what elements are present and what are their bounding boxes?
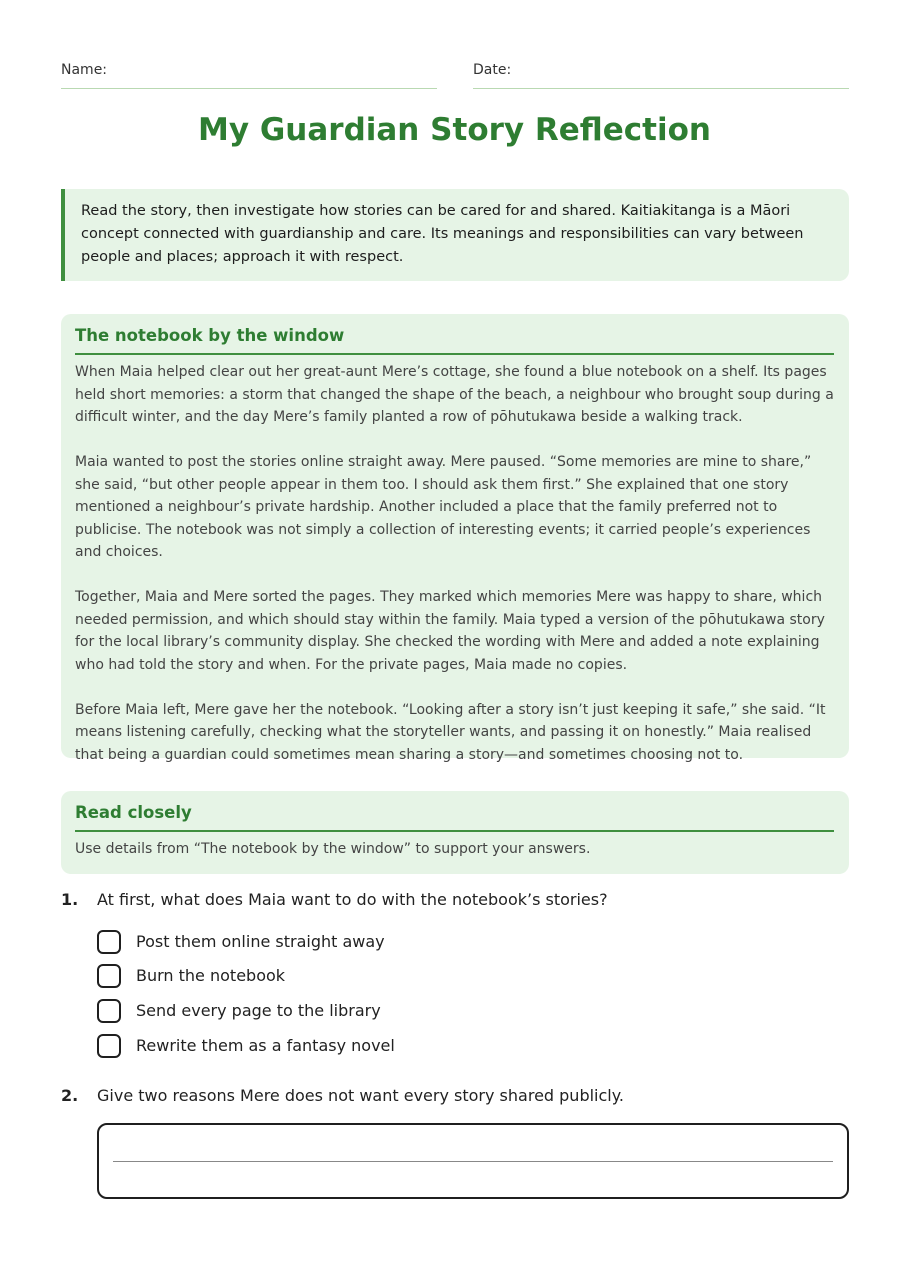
intro-callout [61, 189, 849, 281]
name-input[interactable] [121, 60, 437, 88]
option-label: Post them online straight away [136, 932, 385, 951]
option-label: Rewrite them as a fantasy novel [136, 1036, 395, 1055]
question-text: At first, what does Maia want to do with the notebook’s stories? [97, 890, 608, 909]
page-title: My Guardian Story Reflection [198, 112, 711, 148]
name-label: Name: [61, 62, 108, 78]
option-label: Send every page to the library [136, 1001, 381, 1020]
date-field [473, 60, 849, 89]
read-closely-panel [61, 791, 849, 874]
story-paragraph: Together, Maia and Mere sorted the pages. They marked which memories Mere was happy to share, which needed permission, and which should stay within the family. Maia typed a version of the pōhutukawa story for the local library’s community display. She checked the wording with Mere and added a note explaining who had told the story and when. For the private pages, Maia made no copies. [75, 589, 825, 673]
answer-box[interactable] [97, 1123, 849, 1199]
story-paragraph: Before Maia left, Mere gave her the notebook. “Looking after a story isn’t just keeping it safe,” she said. “It means listening carefully, checking what the storyteller wants, and passing it on honestly.” Maia realised that being a guardian could sometimes mean sharing a story—and sometimes choosing not to. [75, 701, 826, 763]
checkbox[interactable] [97, 999, 121, 1023]
story-paragraph: When Maia helped clear out her great-aunt Mere’s cottage, she found a blue notebook on a shelf. Its pages held short memories: a storm that changed the shape of the beach, a neighbour who brought soup during a difficult winter, and the day Mere’s family planted a row of pōhutukawa beside a walking track. [75, 364, 834, 425]
read-closely-note: Use details from “The notebook by the window” to support your answers. [75, 841, 591, 857]
story-heading: The notebook by the window [75, 326, 834, 355]
option-label: Burn the notebook [136, 966, 286, 985]
checkbox[interactable] [97, 964, 121, 988]
read-closely-heading: Read closely [75, 803, 834, 832]
date-label: Date: [473, 62, 512, 78]
story-text [75, 361, 834, 766]
intro-text: Read the story, then investigate how stories can be cared for and shared. Kaitiakitanga is a Māori concept connected with guardianship and care. Its meanings and responsibilities can vary between people and places; approach it with respect. [81, 203, 804, 265]
story-paragraph: Maia wanted to post the stories online straight away. Mere paused. “Some memories are mine to share,” she said, “but other people appear in them too. I should ask them first.” She explained that one story mentioned a neighbour’s private hardship. Another included a place that the family preferred not to publicise. The notebook was not simply a collection of interesting events; it carried people’s experiences and choices. [75, 454, 812, 560]
checkbox[interactable] [97, 930, 121, 954]
question-number: 2. [61, 1086, 79, 1105]
story-panel [61, 314, 849, 763]
question-text: Give two reasons Mere does not want every story shared publicly. [97, 1086, 625, 1105]
writing-line [113, 1161, 833, 1162]
checkbox[interactable] [97, 1034, 121, 1058]
name-field [61, 60, 437, 89]
date-input[interactable] [533, 60, 849, 88]
question-number: 1. [61, 890, 79, 909]
